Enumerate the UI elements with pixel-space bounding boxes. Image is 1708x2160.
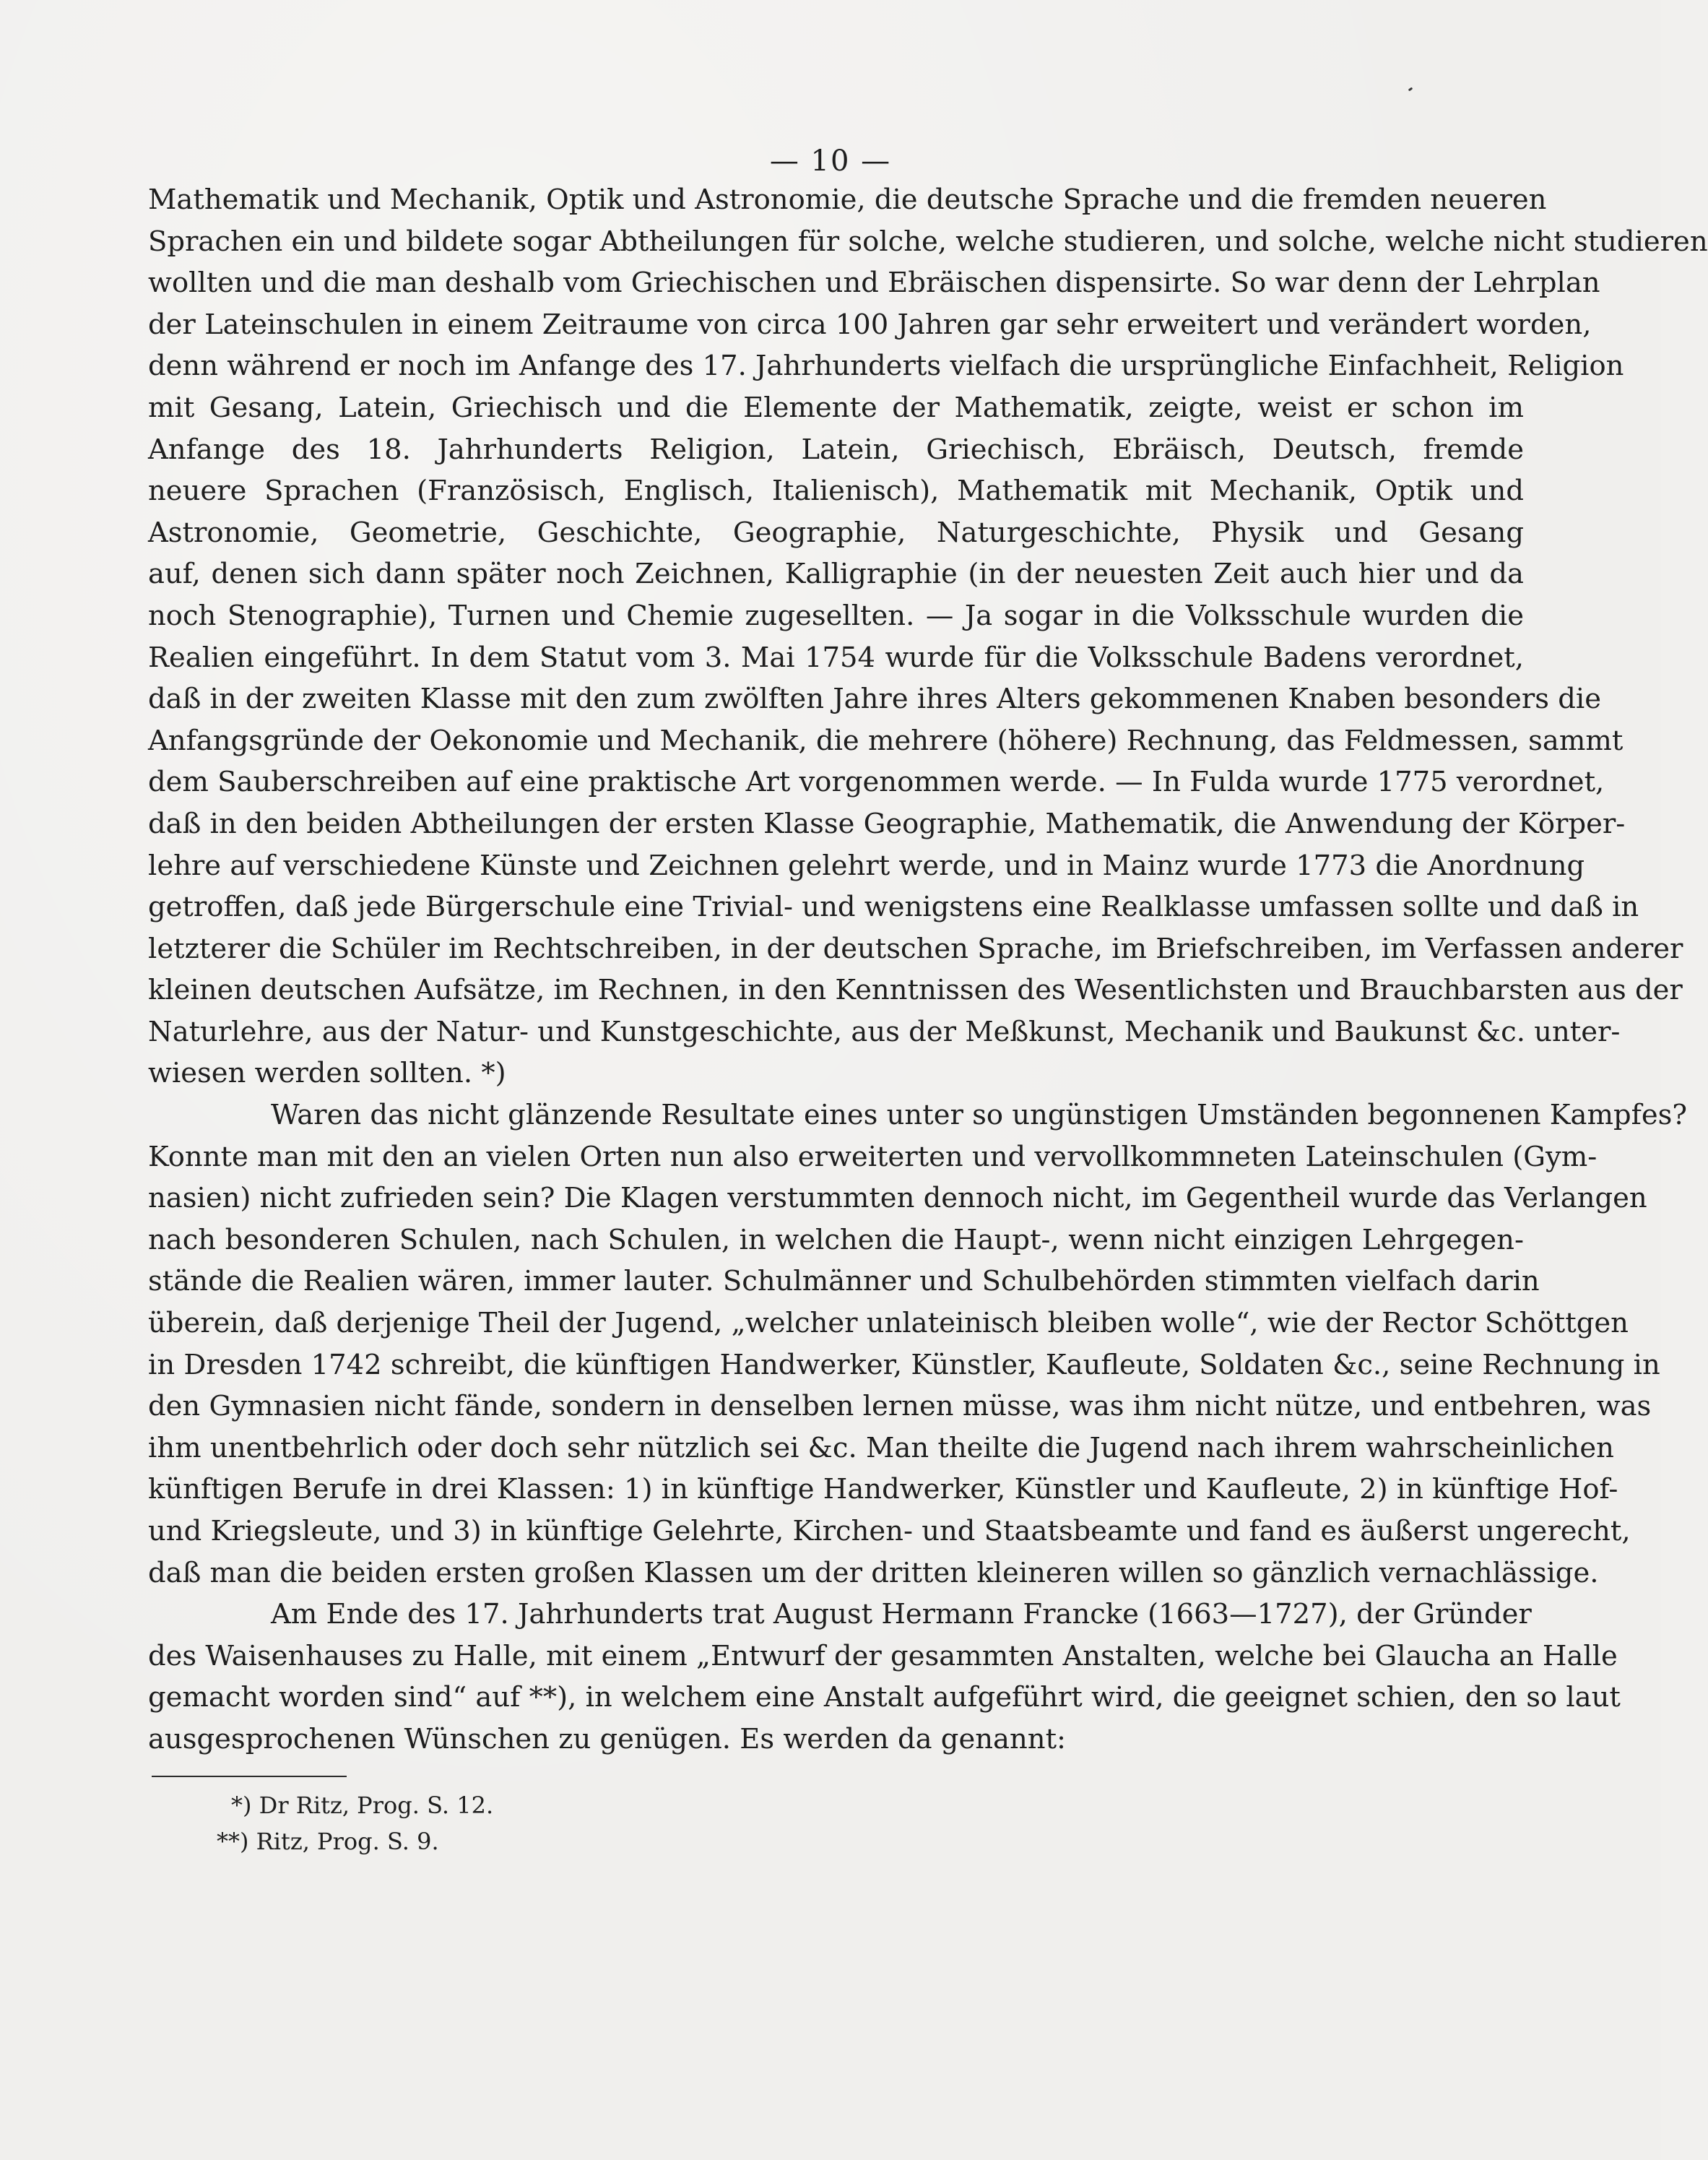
text-line: wiesen werden sollten. *): [148, 1057, 506, 1090]
page-number: — 10 —: [769, 144, 892, 178]
text-line: lehre auf verschiedene Künste und Zeichnen gelehrt werde, und in Mainz wurde 1773 die Anordnung: [148, 849, 1585, 882]
text-line: Realien eingeführt. In dem Statut vom 3. Mai 1754 wurde für die Volksschule Badens verordnet,: [148, 641, 1524, 674]
text-line: kleinen deutschen Aufsätze, im Rechnen, in den Kenntnissen des Wesentlichsten und Brauchbarsten aus der: [148, 974, 1683, 1007]
text-line: stände die Realien wären, immer lauter. Schulmänner und Schulbehörden stimmten vielfach darin: [148, 1265, 1540, 1298]
text-line: künftigen Berufe in drei Klassen: 1) in künftige Handwerker, Künstler und Kaufleute, 2) in künftige Hof-: [148, 1473, 1618, 1506]
footnotes: [217, 1787, 494, 1859]
footnote-divider: [152, 1776, 347, 1777]
text-line: Astronomie, Geometrie, Geschichte, Geographie, Naturgeschichte, Physik und Gesang: [148, 516, 1524, 549]
body-text: [148, 179, 1708, 1761]
text-line: getroffen, daß jede Bürgerschule eine Trivial- und wenigstens eine Realklasse umfassen sollte und daß in: [148, 891, 1639, 924]
text-line: dem Sauberschreiben auf eine praktische Art vorgenommen werde. — In Fulda wurde 1775 verordnet,: [148, 766, 1605, 799]
footnote: *) Dr Ritz, Prog. S. 12.: [231, 1792, 494, 1819]
text-line: Anfange des 18. Jahrhunderts Religion, Latein, Griechisch, Ebräisch, Deutsch, fremde: [148, 433, 1524, 466]
text-line: Anfangsgründe der Oekonomie und Mechanik, die mehrere (höhere) Rechnung, das Feldmessen, sammt: [148, 724, 1624, 757]
text-line: wollten und die man deshalb vom Griechischen und Ebräischen dispensirte. So war denn der Lehrplan: [148, 267, 1600, 300]
text-line: noch Stenographie), Turnen und Chemie zugesellten. — Ja sogar in die Volksschule wurden die: [148, 599, 1524, 632]
text-line: des Waisenhauses zu Halle, mit einem „Entwurf der gesammten Anstalten, welche bei Glaucha an Halle: [148, 1639, 1618, 1672]
text-line: nach besonderen Schulen, nach Schulen, in welchen die Haupt-, wenn nicht einzigen Lehrgegen-: [148, 1223, 1524, 1256]
text-line: in Dresden 1742 schreibt, die künftigen Handwerker, Künstler, Kaufleute, Soldaten &c., seine Rechnung in: [148, 1348, 1660, 1381]
footnote: **) Ritz, Prog. S. 9.: [217, 1828, 439, 1855]
text-line: gemacht worden sind“ auf **), in welchem eine Anstalt aufgeführt wird, die geeignet schien, den so laut: [148, 1681, 1621, 1714]
paragraph-start-line: Am Ende des 17. Jahrhunderts trat August Hermann Francke (1663—1727), der Gründer: [271, 1598, 1532, 1631]
text-line: auf, denen sich dann später noch Zeichnen, Kalligraphie (in der neuesten Zeit auch hier und da: [148, 558, 1524, 591]
text-line: nasien) nicht zufrieden sein? Die Klagen verstummten dennoch nicht, im Gegentheil wurde das Verlangen: [148, 1182, 1647, 1215]
text-line: denn während er noch im Anfange des 17. Jahrhunderts vielfach die ursprüngliche Einfachheit, Religion: [148, 350, 1624, 383]
paragraph-start-line: Waren das nicht glänzende Resultate eines unter so ungünstigen Umständen begonnenen Kampfes?: [271, 1099, 1688, 1132]
text-line: neuere Sprachen (Französisch, Englisch, Italienisch), Mathematik mit Mechanik, Optik und: [148, 475, 1524, 508]
text-line: und Kriegsleute, und 3) in künftige Gelehrte, Kirchen- und Staatsbeamte und fand es äußerst ungerecht,: [148, 1515, 1631, 1547]
text-line: Konnte man mit den an vielen Orten nun also erweiterten und vervollkommneten Lateinschulen (Gym-: [148, 1140, 1598, 1173]
paper-speck: [1408, 87, 1413, 92]
text-line: Mathematik und Mechanik, Optik und Astronomie, die deutsche Sprache und die fremden neueren: [148, 183, 1547, 216]
text-line: der Lateinschulen in einem Zeitraume von circa 100 Jahren gar sehr erweitert und verändert worden,: [148, 308, 1592, 341]
text-line: ihm unentbehrlich oder doch sehr nützlich sei &c. Man theilte die Jugend nach ihrem wahrscheinlichen: [148, 1431, 1614, 1464]
text-line: Naturlehre, aus der Natur- und Kunstgeschichte, aus der Meßkunst, Mechanik und Baukunst &c. unter-: [148, 1015, 1621, 1048]
text-line: den Gymnasien nicht fände, sondern in denselben lernen müsse, was ihm nicht nütze, und entbehren, was: [148, 1390, 1652, 1423]
text-line: überein, daß derjenige Theil der Jugend, „welcher unlateinisch bleiben wolle“, wie der Rector Schöttgen: [148, 1307, 1629, 1340]
text-line: Sprachen ein und bildete sogar Abtheilungen für solche, welche studieren, und solche, welche nicht studieren: [148, 225, 1708, 258]
text-line: daß in der zweiten Klasse mit den zum zwölften Jahre ihres Alters gekommenen Knaben besonders die: [148, 683, 1601, 716]
text-line: ausgesprochenen Wünschen zu genügen. Es werden da genannt:: [148, 1722, 1067, 1755]
text-line: mit Gesang, Latein, Griechisch und die Elemente der Mathematik, zeigte, weist er schon im: [148, 391, 1524, 424]
text-line: daß in den beiden Abtheilungen der ersten Klasse Geographie, Mathematik, die Anwendung der Körper-: [148, 807, 1626, 840]
text-line: letzterer die Schüler im Rechtschreiben, in der deutschen Sprache, im Briefschreiben, im Verfassen anderer: [148, 932, 1683, 965]
text-line: daß man die beiden ersten großen Klassen um der dritten kleineren willen so gänzlich vernachlässige.: [148, 1556, 1599, 1589]
